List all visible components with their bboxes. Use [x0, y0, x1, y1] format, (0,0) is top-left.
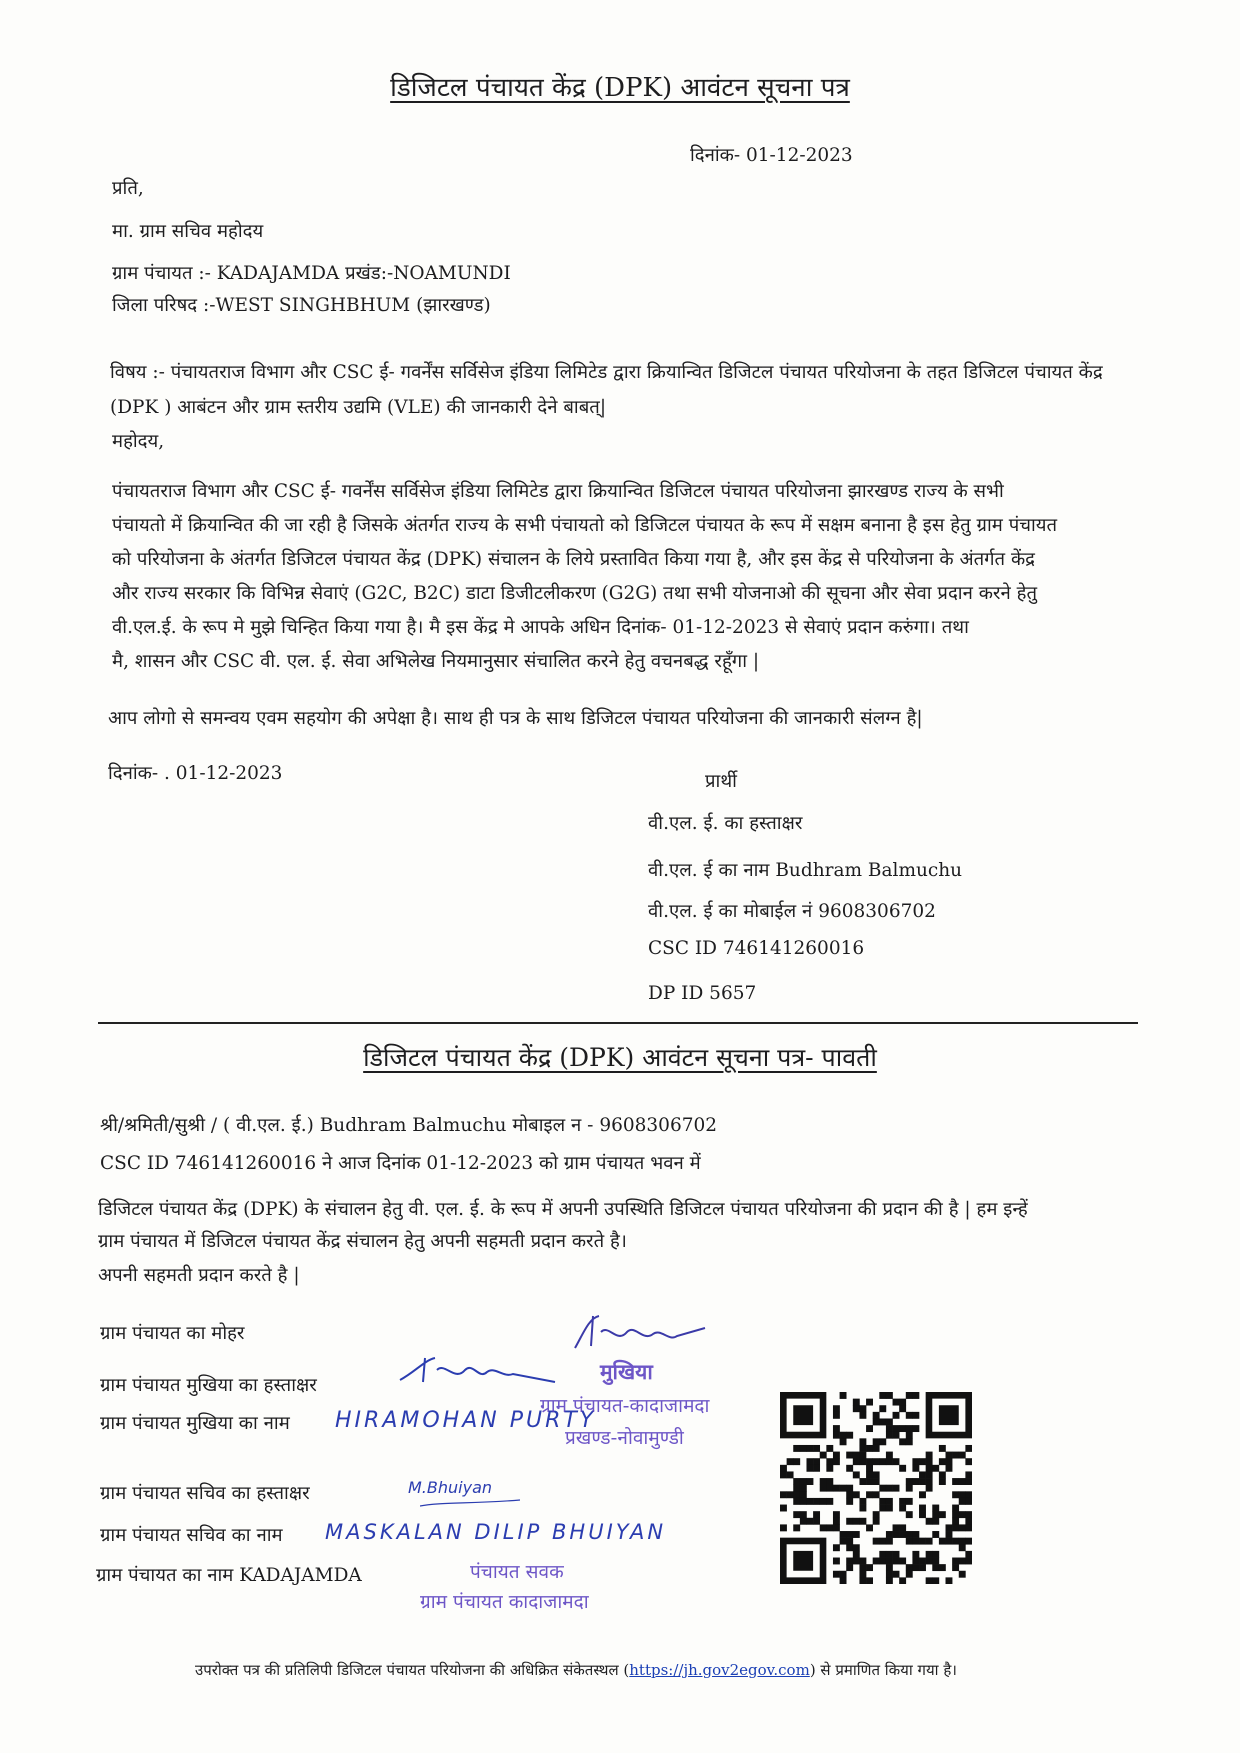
date-top: दिनांक- 01-12-2023	[690, 145, 853, 166]
letter-title: डिजिटल पंचायत केंद्र (DPK) आवंटन सूचना पत्र	[390, 73, 850, 103]
mukhiya-stamp-panchayat: ग्राम पंचायत-कादाजामदा	[540, 1395, 710, 1417]
body-line: पंचायतो में क्रियान्वित की जा रही है जिसके अंतर्गत राज्य के सभी पंचायतो को डिजिटल पंचायत के रूप में सक्षम बनाना है इस हेतु ग्राम पंचायत	[112, 515, 1058, 536]
mukhiya-name-handwritten: HIRAMOHAN PURTY	[335, 1408, 597, 1433]
receipt-line: श्री/श्रमिती/सुश्री / ( वी.एल. ई.) Budhram Balmuchu मोबाइल न - 9608306702	[100, 1115, 718, 1136]
vle-mobile: वी.एल. ई का मोबाईल नं 9608306702	[648, 901, 936, 922]
salutation: महोदय,	[112, 431, 165, 452]
footer-text: ) से प्रमाणित किया गया है।	[809, 1661, 957, 1679]
mukhiya-sign-label: ग्राम पंचायत मुखिया का हस्ताक्षर	[100, 1375, 317, 1396]
mukhiya-signature	[395, 1352, 565, 1392]
vle-signature-label: वी.एल. ई. का हस्ताक्षर	[648, 813, 803, 834]
dp-id: DP ID 5657	[648, 983, 757, 1004]
cooperation-line: आप लोगो से समन्वय एवम सहयोग की अपेक्षा है। साथ ही पत्र के साथ डिजिटल पंचायत परियोजना की जानकारी संलग्न है|	[108, 708, 923, 729]
date-bottom: दिनांक- . 01-12-2023	[108, 763, 283, 784]
body-line: को परियोजना के अंतर्गत डिजिटल पंचायत केंद्र (DPK) संचालन के लिये प्रस्तावित किया गया है, और इस केंद्र से परियोजना के अंतर्गत केंद्र	[112, 549, 1036, 570]
receipt-line: अपनी सहमती प्रदान करते है |	[98, 1265, 300, 1286]
applicant-label: प्रार्थी	[705, 771, 737, 792]
sachiv-name-label: ग्राम पंचायत सचिव का नाम	[100, 1525, 283, 1546]
mukhiya-name-label: ग्राम पंचायत मुखिया का नाम	[100, 1413, 290, 1434]
seal-label: ग्राम पंचायत का मोहर	[100, 1323, 245, 1344]
sachiv-name-handwritten: MASKALAN DILIP BHUIYAN	[325, 1520, 667, 1544]
addressee: मा. ग्राम सचिव महोदय	[112, 221, 264, 242]
mukhiya-stamp-signature	[565, 1312, 715, 1354]
body-line: मै, शासन और CSC वी. एल. ई. सेवा अभिलेख नियमानुसार संचालित करने हेतु वचनबद्ध रहूँगा |	[112, 651, 760, 672]
vle-name: वी.एल. ई का नाम Budhram Balmuchu	[648, 860, 963, 881]
sachiv-sign-label: ग्राम पंचायत सचिव का हस्ताक्षर	[100, 1483, 310, 1504]
body-line: और राज्य सरकार कि विभिन्न सेवाएं (G2C, B2C) डाटा डिजीटलीकरण (G2G) तथा सभी योजनाओ की सूचना और सेवा प्रदान करने हेतु	[112, 583, 1038, 604]
to-line: प्रति,	[112, 178, 144, 199]
body-line: वी.एल.ई. के रूप मे मुझे चिन्हित किया गया है। मै इस केंद्र मे आपके अधिन दिनांक- 01-12-2023 से सेवाएं प्रदान करुंगा। तथा	[112, 617, 969, 638]
sevak-stamp-panchayat: ग्राम पंचायत कादाजामदा	[420, 1591, 589, 1613]
sevak-stamp-title: पंचायत सवक	[470, 1561, 564, 1583]
receipt-line: CSC ID 746141260016 ने आज दिनांक 01-12-2023 को ग्राम पंचायत भवन में	[100, 1153, 701, 1174]
footer-note	[195, 1660, 957, 1680]
gram-panchayat-line: ग्राम पंचायत :- KADAJAMDA प्रखंड:-NOAMUNDI	[112, 263, 511, 284]
csc-id: CSC ID 746141260016	[648, 938, 865, 959]
panchayat-name-line: ग्राम पंचायत का नाम KADAJAMDA	[96, 1565, 362, 1586]
receipt-line: ग्राम पंचायत में डिजिटल पंचायत केंद्र संचालन हेतु अपनी सहमती प्रदान करते है।	[98, 1231, 627, 1252]
qr-code	[780, 1392, 972, 1584]
receipt-title: डिजिटल पंचायत केंद्र (DPK) आवंटन सूचना पत्र- पावती	[363, 1043, 877, 1072]
mukhiya-stamp-block: प्रखण्ड-नोवामुण्डी	[565, 1427, 684, 1449]
footer-text: उपरोक्त पत्र की प्रतिलिपी डिजिटल पंचायत परियोजना की अधिक्रित संकेतस्थल (	[195, 1661, 630, 1679]
body-line: पंचायतराज विभाग और CSC ई- गवर्नेंस सर्विसेज इंडिया लिमिटेड द्वारा क्रियान्वित डिजिटल पंचायत परियोजना झारखण्ड राज्य के सभी	[112, 481, 1004, 502]
website-link[interactable]: https://jh.gov2egov.com	[629, 1661, 810, 1679]
sachiv-signature	[420, 1488, 530, 1510]
mukhiya-stamp-title: मुखिया	[600, 1360, 653, 1384]
section-divider	[98, 1022, 1138, 1024]
receipt-line: डिजिटल पंचायत केंद्र (DPK) के संचालन हेतु वी. एल. ई. के रूप में अपनी उपस्थिति डिजिटल पंचायत परियोजना की प्रदान की है | हम इन्हें	[98, 1199, 1028, 1220]
subject: विषय :- पंचायतराज विभाग और CSC ई- गवर्नेंस सर्विसेज इंडिया लिमिटेड द्वारा क्रियान्वित डिजिटल पंचायत परियोजना के तहत डिजिटल पंचायत केंद्र (DPK ) आबंटन और ग्राम स्तरीय उद्यमि (VLE) की जानकारी देने बाबत्|	[110, 362, 1103, 418]
district-line: जिला परिषद :-WEST SINGHBHUM (झारखण्ड)	[112, 295, 491, 316]
sachiv-sign-handwritten: M.Bhuiyan	[408, 1478, 493, 1497]
